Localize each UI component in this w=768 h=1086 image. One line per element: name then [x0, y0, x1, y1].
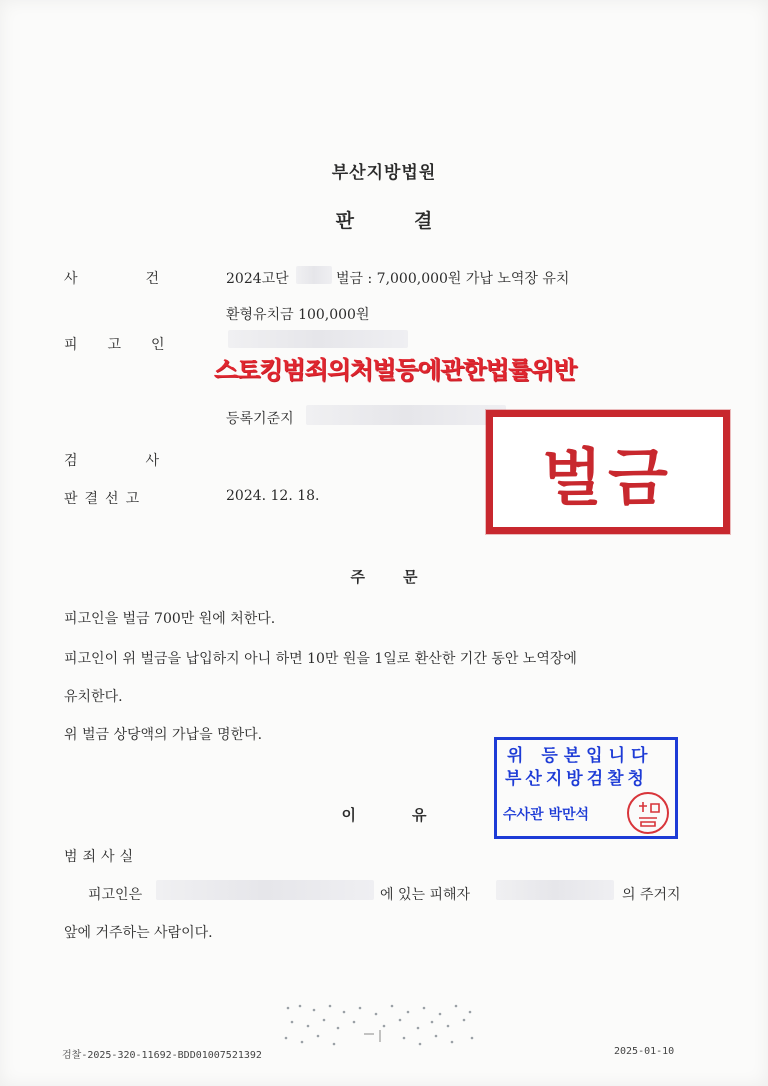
order-line-4: 위 벌금 상당액의 가납을 명한다. — [64, 727, 263, 743]
registered-domicile-label: 등록기준지 — [226, 411, 294, 427]
defendant-label-row — [64, 334, 195, 354]
stamp-line-2: 부산지방검찰청 — [505, 769, 648, 789]
charge-banner: 스토킹범죄의처벌등에관한법률위반 — [214, 356, 577, 384]
prosecutor-label: 검사 — [64, 453, 228, 469]
redacted-domicile — [306, 405, 506, 425]
redacted-victim — [496, 880, 614, 900]
order-line-3: 유치한다. — [64, 689, 123, 705]
case-number: 2024고단 — [226, 271, 289, 287]
stamp-line-3: 수사관 박만석 — [503, 807, 590, 823]
sentence-date: 2024. 12. 18. — [226, 488, 320, 504]
sentence-date-label: 판결선고 — [64, 491, 147, 507]
document-title: 판결 — [335, 210, 493, 232]
defendant-label: 피고인 — [64, 337, 195, 353]
order-heading: 주문 — [350, 568, 456, 586]
fine-stamp-text: 벌금 — [542, 440, 674, 514]
stamp-line-1: 위 등본입니다 — [507, 746, 654, 766]
case-charge: 벌금 : 7,000,000원 가납 노역장 유치 — [336, 271, 570, 287]
sentence-date-label-row — [64, 488, 146, 508]
redacted-case-number — [296, 266, 332, 284]
reason-subheading: 범죄사실 — [64, 849, 139, 865]
case-label-row — [64, 268, 227, 288]
reason-line1-b: 에 있는 피해자 — [380, 887, 471, 903]
court-name: 부산지방법원 — [331, 163, 437, 183]
footer-doc-number: 검찰-2025-320-11692-BDD01007521392 — [62, 1050, 262, 1061]
reason-line1-c: 의 주거지 — [622, 887, 681, 903]
order-line-1: 피고인을 벌금 700만 원에 처한다. — [64, 611, 276, 627]
fine-stamp — [486, 410, 730, 534]
reason-heading: 이유 — [341, 806, 483, 824]
footer-date: 2025-01-10 — [614, 1046, 675, 1057]
reason-line-2: 앞에 거주하는 사람이다. — [64, 925, 213, 941]
redacted-defendant-name — [228, 330, 408, 348]
dot-pattern-seal-icon — [280, 1000, 480, 1050]
case-label: 사건 — [64, 271, 228, 287]
redacted-address — [156, 880, 374, 900]
order-line-2: 피고인이 위 벌금을 납입하지 아니 하면 10만 원을 1일로 환산한 기간 동안 노역장에 — [64, 651, 577, 667]
prosecutor-label-row — [64, 450, 227, 470]
reason-line1-a: 피고인은 — [88, 887, 143, 903]
case-detention: 환형유치금 100,000원 — [226, 307, 370, 323]
